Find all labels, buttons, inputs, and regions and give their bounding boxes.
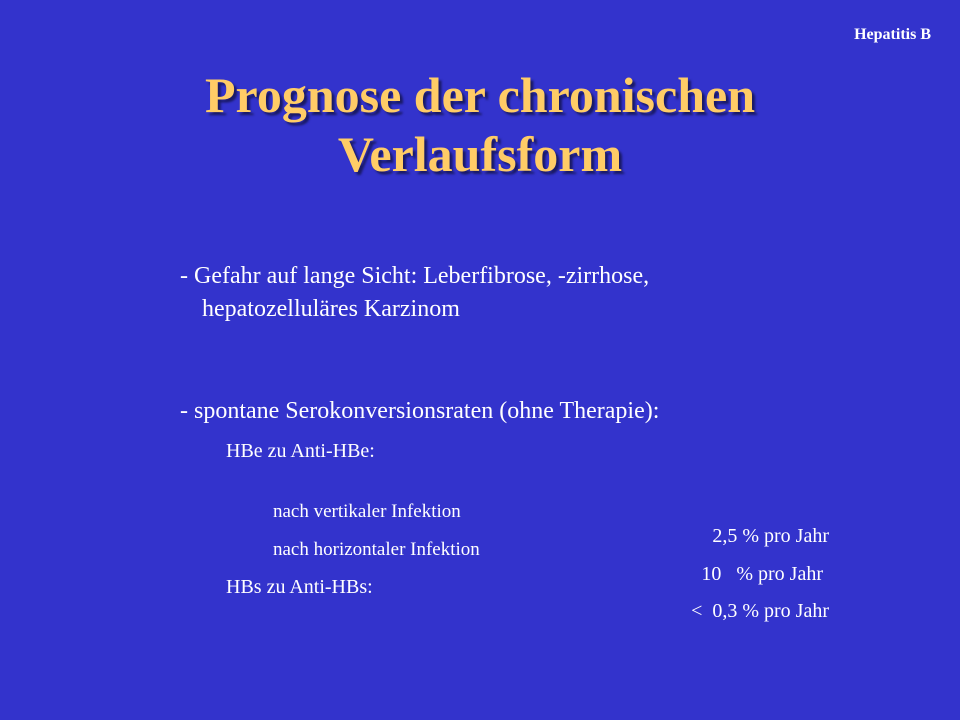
rate-row-horizontal	[0, 514, 960, 585]
bullet-long-term-risk	[180, 260, 649, 326]
slide-header-tag: Hepatitis B	[854, 26, 931, 43]
bullet-long-term-risk-line-2: hepatozelluläres Karzinom	[202, 296, 460, 322]
title-line-2: Verlaufsform	[337, 126, 623, 182]
rate-row-vertical	[0, 476, 960, 547]
rate-label-hbs: HBs zu Anti-HBs:	[226, 576, 373, 598]
rate-label-vertical: nach vertikaler Infektion	[273, 501, 461, 522]
rate-label-horizontal: nach horizontaler Infektion	[273, 539, 480, 560]
rate-value-horizontal: 10 % pro Jahr	[701, 563, 823, 585]
title-line-1: Prognose der chronischen	[204, 67, 756, 123]
hbe-heading: HBe zu Anti-HBe:	[226, 440, 375, 462]
rate-row-hbs	[0, 551, 960, 622]
rate-value-hbs: < 0,3 % pro Jahr	[691, 600, 829, 622]
bullet-long-term-risk-line-1: - Gefahr auf lange Sicht: Leberfibrose, -zirrhose,	[180, 263, 650, 289]
rate-value-vertical: 2,5 % pro Jahr	[712, 525, 829, 547]
bullet-seroconversion-rates: - spontane Serokonversionsraten (ohne Therapie):	[180, 398, 660, 424]
slide-title	[0, 66, 960, 184]
